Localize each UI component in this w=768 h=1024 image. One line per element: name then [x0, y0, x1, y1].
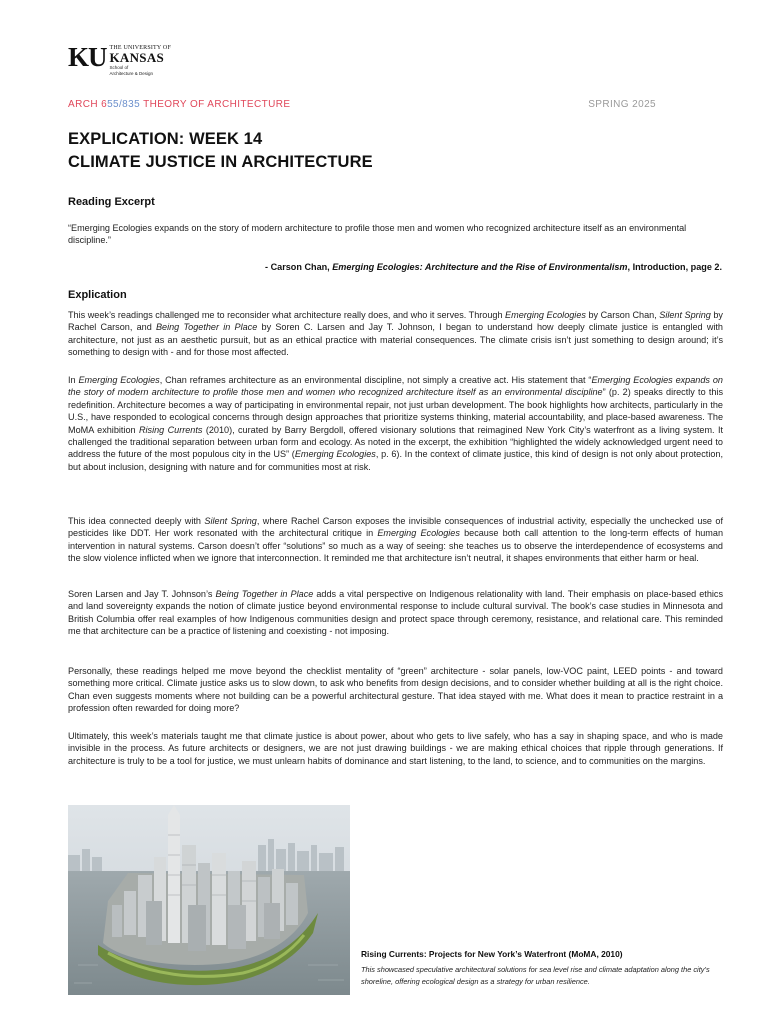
- explication-paragraph-6: Ultimately, this week’s materials taught me that climate justice is about power, about who gets to live safely, who has a say in shaping space, and who is made invisible in the process. As future architects or designers, we are not just drawing buildings - we are making ethical choices that ripple through generations. If architecture is truly to be a tool for justice, we must unlearn habits of dominance and start listening, to the land, to science, and to communities on the margins.: [68, 731, 723, 766]
- page-title: EXPLICATION: WEEK 14: [68, 130, 263, 148]
- explication-heading: Explication: [68, 289, 127, 301]
- course-name: THEORY OF ARCHITECTURE: [140, 99, 291, 110]
- text-run: by Carson Chan,: [585, 310, 660, 320]
- inline-quote: Emerging Ecologies expands on the story of modern architecture to profile those men and women who recognized architecture itself as an environmental discipline: [68, 375, 723, 398]
- figure-caption-text: This showcased speculative architectural solutions for sea level rise and climate adaptation along the city’s shoreline, offering ecological design as a strategy for urban resilience.: [361, 965, 710, 986]
- text-run: ” (p. 2) speaks directly to this redefinition. Architecture becomes a way of participating in environmental repair, not just urban development. The book highlights how architects, particularly in the U.S., have responded to ecological concerns through design approaches that prioritize systems thinking, material accountability, and place-based awareness. The MoMA exhibition: [68, 387, 723, 435]
- text-run: adds a vital perspective on Indigenous relationality with land. Their emphasis on place-based ethics and land sovereignty expands the notion of climate justice beyond environmental response to include cultural survival. The book’s case studies in Minnesota and British Columbia offer real examples of how Indigenous communities design and protect space through ceremony, resistance, and relational care. This reminded me that architecture can be a practice of listening and coexisting - not imposing.: [68, 589, 724, 637]
- page-subtitle: CLIMATE JUSTICE IN ARCHITECTURE: [68, 153, 373, 171]
- text-run: because both call attention to the long-term effects of human intervention in natural systems. Carson doesn’t offer “solutions” so much as a way of seeing: she teaches us to observe the interdependence of ecosystems and the slow violence inflicted when we ignore that interconnection. It reminded me that architecture isn’t neutral, it shapes environments that either harm or heal.: [68, 528, 724, 564]
- quote-attribution: [265, 262, 722, 272]
- ku-logo-wordmark: [110, 45, 172, 76]
- text-run: In: [68, 375, 79, 385]
- attribution-author: - Carson Chan,: [265, 262, 333, 272]
- text-run: by Rachel Carson, and: [68, 310, 723, 333]
- ku-logo: [68, 44, 171, 74]
- attribution-book-title: Emerging Ecologies: Architecture and the Rise of Environmentalism: [332, 262, 628, 272]
- text-run: by Soren C. Larsen and Jay T. Johnson, I began to understand how deeply climate justice is entangled with architecture, not just as an aesthetic pursuit, but as an ethical practice with material consequences. The climate crisis isn’t just something to design around; it’s something to design with - and for those most affected.: [68, 322, 723, 358]
- explication-paragraph-3: [68, 515, 723, 565]
- attribution-citation: , Introduction, page 2.: [627, 262, 722, 272]
- course-title: [68, 99, 290, 110]
- text-run: , where Rachel Carson exposes the invisible consequences of industrial activity, especially the unchecked use of pesticides like DDT. Her work resonated with the architectural critique in: [68, 516, 723, 539]
- book-title-silent-spring: Silent Spring: [204, 516, 257, 526]
- book-title-being-together: Being Together in Place: [155, 322, 258, 333]
- course-code-prefix: ARCH 6: [68, 99, 108, 110]
- explication-paragraph-1: [68, 309, 723, 359]
- text-run: (2010), curated by Barry Bergdoll, offered visionary solutions that reimagined New York City’s waterfront as a living system. It challenged the traditional separation between urban form and ecology. As noted in the excerpt, the exhibition “highlighted the widely acknowledged urgent need to address the future of the most populous city in the US” (: [68, 424, 724, 460]
- semester-label: SPRING 2025: [588, 99, 656, 110]
- explication-paragraph-2: [68, 374, 723, 473]
- book-title-emerging-ecologies: Emerging Ecologies: [294, 449, 376, 460]
- book-title-emerging-ecologies: Emerging Ecologies: [78, 375, 160, 385]
- text-run: This idea connected deeply with: [68, 516, 205, 526]
- book-title-silent-spring: Silent Spring: [659, 310, 711, 320]
- reading-quote: “Emerging Ecologies expands on the story of modern architecture to profile those men and women who recognized architecture itself as an environmental discipline.”: [68, 223, 687, 246]
- book-title-emerging-ecologies: Emerging Ecologies: [505, 310, 586, 320]
- logo-school-line2: Architecture & Design: [109, 71, 154, 76]
- figure-caption-title: Rising Currents: Projects for New York’s Waterfront (MoMA, 2010): [361, 949, 623, 959]
- course-code-number: 55/835: [107, 99, 141, 110]
- logo-university-text: THE UNIVERSITY OF: [109, 45, 172, 51]
- text-run: , Chan reframes architecture as an environmental discipline, not simply a creative act. His statement that “: [159, 375, 592, 385]
- explication-paragraph-4: [68, 588, 723, 638]
- ku-logo-mark: KU: [68, 42, 107, 72]
- text-run: Soren Larsen and Jay T. Johnson’s: [68, 589, 216, 599]
- text-run: , p. 6). In the context of climate justice, this kind of design is not only about protection, but about inclusion, designing with nature and for communities most at risk.: [68, 449, 723, 472]
- exhibition-title-rising-currents: Rising Currents: [138, 424, 203, 435]
- book-title-being-together: Being Together in Place: [215, 589, 314, 599]
- reading-excerpt-heading: Reading Excerpt: [68, 196, 155, 208]
- book-title-emerging-ecologies: Emerging Ecologies: [377, 528, 460, 539]
- logo-kansas-text: KANSAS: [109, 50, 165, 65]
- rising-currents-image: [68, 805, 350, 995]
- explication-paragraph-5: Personally, these readings helped me move beyond the checklist mentality of “green” architecture - solar panels, low-VOC paint, LEED points - and toward something more critical. Climate justice asks us to slow down, to ask who benefits from design decisions, and to consider whether building at all is the right choice. Chan even suggests moments where not building can be a powerful architectural gesture. That idea stayed with me. What does it mean to practice restraint in a profession often rewarded for doing more?: [68, 666, 723, 714]
- logo-school-line1: School of: [109, 65, 129, 70]
- text-run: This week’s readings challenged me to reconsider what architecture really does, and who it serves. Through: [68, 310, 506, 320]
